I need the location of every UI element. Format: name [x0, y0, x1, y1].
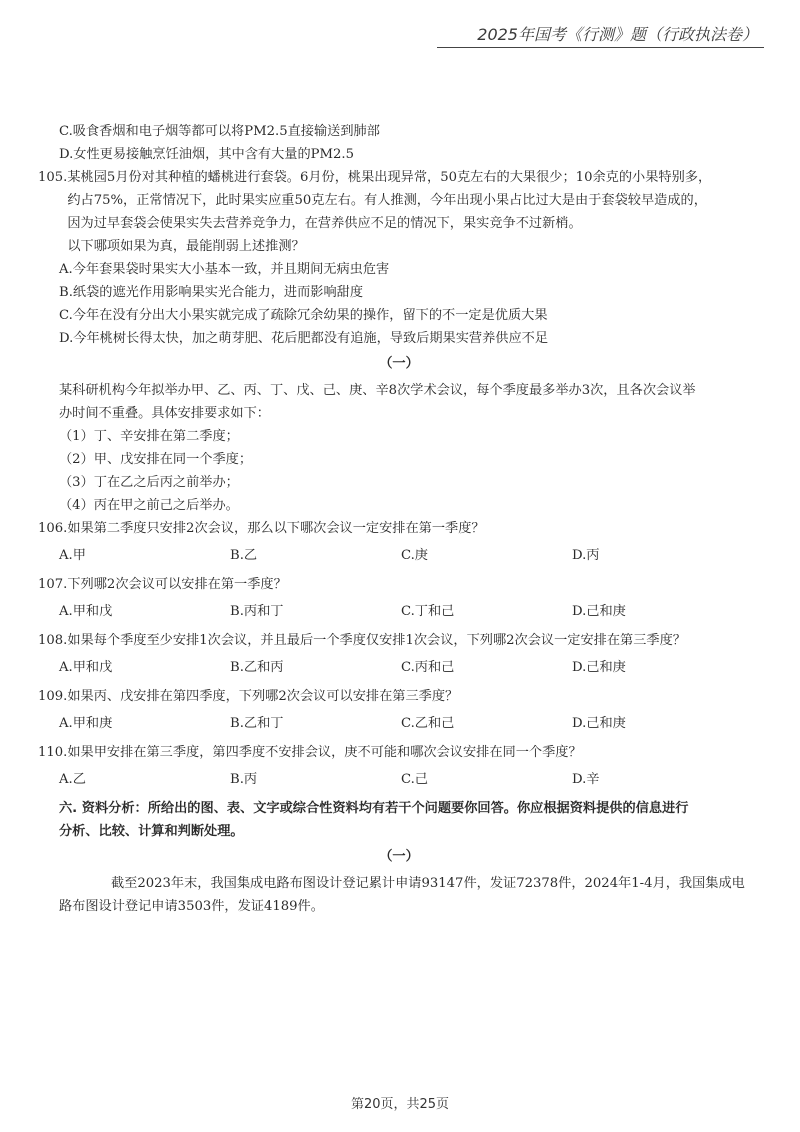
choice-c: C.丙和己	[401, 660, 455, 675]
question-number: 107.	[38, 577, 68, 592]
question-number: 109.	[38, 689, 68, 704]
question-text: 如果甲安排在第三季度，第四季度不安排会议，庚不可能和哪次会议安排在同一个季度？	[67, 745, 582, 760]
choice-c: C.己	[401, 772, 428, 787]
choice-a: A.甲	[59, 548, 86, 563]
choice-c: C.丁和己	[401, 604, 455, 619]
question-108	[38, 629, 760, 652]
question-107	[38, 573, 760, 596]
choice-b: B.乙	[230, 548, 258, 563]
choice-d: D.辛	[572, 772, 600, 787]
question-number: 110.	[38, 745, 68, 760]
condition-3: （3）丁在乙之后丙之前举办；	[59, 475, 239, 490]
choice-c: C.庚	[401, 548, 428, 563]
paragraph-line: 截至2023年末，我国集成电路布图设计登记累计申请93147件，发证72378件，2024年1-4月，我国集成电	[111, 876, 745, 891]
choice-a: A.甲和戊	[59, 604, 113, 619]
prev-option-d: D.女性更易接触烹饪油烟，其中含有大量的PM2.5	[59, 147, 355, 162]
question-110	[38, 741, 760, 764]
q105-option-d: D.今年桃树长得太快，加之萌芽肥、花后肥都没有追施，导致后期果实营养供应不足	[59, 331, 549, 346]
condition-4: （4）丙在甲之前己之后举办。	[59, 498, 239, 513]
prev-option-c: C.吸食香烟和电子烟等都可以将PM2.5直接输送到肺部	[59, 124, 380, 139]
q105-option-a: A.今年套果袋时果实大小基本一致，并且期间无病虫危害	[59, 262, 390, 277]
choice-d: D.己和庚	[572, 716, 626, 731]
choice-a: A.甲和戊	[59, 660, 113, 675]
choice-b: B.乙和丙	[230, 660, 284, 675]
choice-a: A.乙	[59, 772, 86, 787]
choice-b: B.丙和丁	[230, 604, 284, 619]
question-105	[38, 166, 760, 258]
question-text-line: 约占75%，正常情况下，此时果实应重50克左右。有人推测，今年出现小果占比过大是由于套袋较早造成的，	[67, 193, 707, 208]
choice-b: B.丙	[230, 772, 258, 787]
section-6-title	[38, 797, 760, 843]
page-header	[437, 22, 764, 48]
choice-d: D.己和庚	[572, 604, 626, 619]
choice-c: C.乙和己	[401, 716, 455, 731]
choices-108	[38, 656, 760, 679]
condition-1: （1）丁、辛安排在第二季度；	[59, 429, 239, 444]
choice-b: B.乙和丁	[230, 716, 284, 731]
question-number: 105.	[38, 170, 68, 185]
group-intro-line: 办时间不重叠。具体安排要求如下：	[59, 406, 270, 421]
question-text: 如果第二季度只安排2次会议，那么以下哪次会议一定安排在第一季度？	[67, 521, 485, 536]
choices-109	[38, 712, 760, 735]
choices-107	[38, 600, 760, 623]
page-number: 第20页，共25页	[350, 1097, 450, 1112]
question-number: 106.	[38, 521, 68, 536]
page-content	[38, 120, 760, 918]
question-106	[38, 517, 760, 540]
section-line: 六. 资料分析：所给出的图、表、文字或综合性资料均有若干个问题要你回答。你应根据资料提供的信息进行	[59, 801, 689, 816]
choice-d: D.己和庚	[572, 660, 626, 675]
header-title: 2025年国考《行测》题（行政执法卷）	[477, 25, 758, 44]
choice-d: D.丙	[572, 548, 600, 563]
question-text: 如果丙、戊安排在第四季度，下列哪2次会议可以安排在第三季度？	[67, 689, 459, 704]
question-text: 如果每个季度至少安排1次会议，并且最后一个季度仅安排1次会议，下列哪2次会议一定安排在第三季度？	[67, 633, 686, 648]
question-text-line: 因为过早套袋会使果实失去营养竞争力，在营养供应不足的情况下，果实竞争不过新梢。	[67, 216, 582, 231]
question-prompt: 以下哪项如果为真，最能削弱上述推测？	[67, 239, 305, 254]
q105-option-b: B.纸袋的遮光作用影响果实光合能力，进而影响甜度	[59, 285, 364, 300]
choices-106	[38, 544, 760, 567]
question-109	[38, 685, 760, 708]
q105-option-c: C.今年在没有分出大小果实就完成了疏除冗余幼果的操作，留下的不一定是优质大果	[59, 308, 548, 323]
group-heading: （一）	[379, 356, 419, 371]
material-paragraph	[38, 872, 760, 918]
question-text: 下列哪2次会议可以安排在第一季度？	[67, 577, 287, 592]
choice-a: A.甲和庚	[59, 716, 113, 731]
group-intro-line: 某科研机构今年拟举办甲、乙、丙、丁、戊、己、庚、辛8次学术会议，每个季度最多举办3次，且各次会议举	[59, 383, 696, 398]
condition-2: （2）甲、戊安排在同一个季度；	[59, 452, 253, 467]
material-heading: （一）	[379, 849, 419, 864]
choices-110	[38, 768, 760, 791]
paragraph-line: 路布图设计登记申请3503件，发证4189件。	[59, 899, 324, 914]
question-number: 108.	[38, 633, 68, 648]
question-text-line: 某桃园5月份对其种植的蟠桃进行套袋。6月份，桃果出现异常，50克左右的大果很少；10余克的小果特别多，	[67, 170, 712, 185]
page-footer	[0, 1093, 800, 1112]
section-line: 分析、比较、计算和判断处理。	[59, 824, 244, 839]
